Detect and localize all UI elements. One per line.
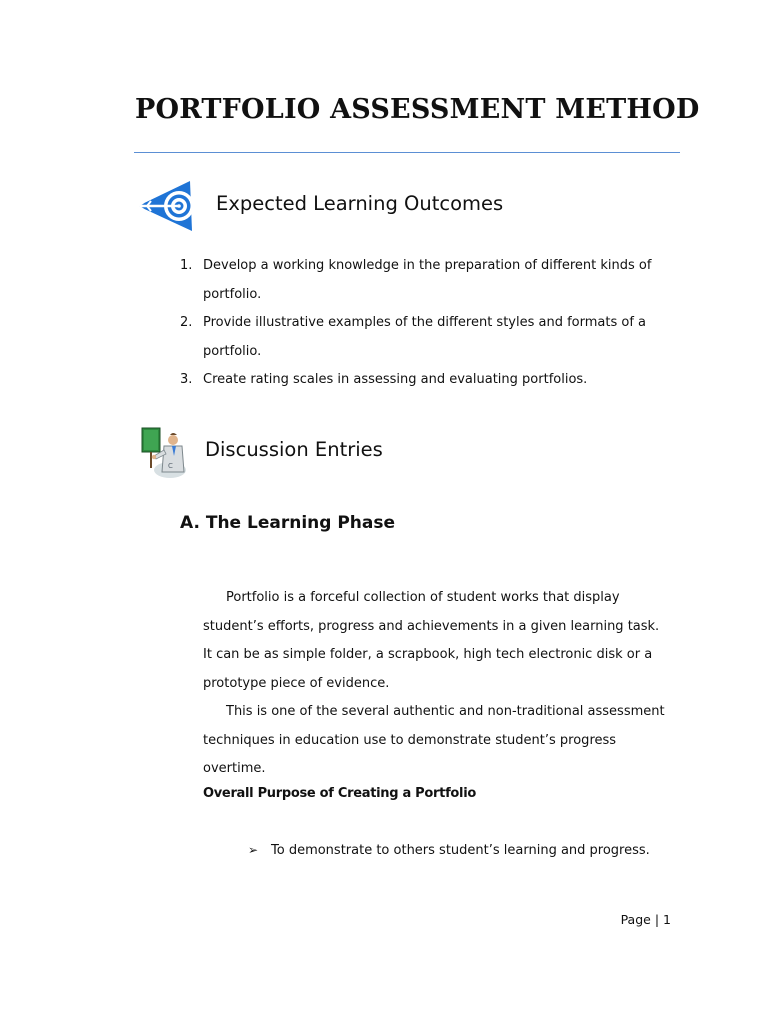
list-item-number: 3. bbox=[180, 372, 193, 387]
document-title: PORTFOLIO ASSESSMENT METHOD bbox=[135, 94, 700, 125]
paragraph: Portfolio is a forceful collection of student works that display student’s efforts, progress and achievements in a given learning task. It can be as simple folder, a scrapbook, high tech electronic disk or a prototype piece of evidence. bbox=[203, 590, 660, 691]
discussion-heading: Discussion Entries bbox=[205, 438, 383, 461]
purpose-heading: Overall Purpose of Creating a Portfolio bbox=[203, 786, 476, 801]
list-item bbox=[178, 252, 658, 309]
footer-separator: | bbox=[654, 912, 660, 927]
list-item-text: Develop a working knowledge in the preparation of different kinds of portfolio. bbox=[203, 258, 652, 302]
list-item-text: Create rating scales in assessing and evaluating portfolios. bbox=[203, 372, 588, 387]
page-label: Page bbox=[620, 912, 651, 927]
title-divider bbox=[134, 152, 680, 153]
page-number: 1 bbox=[663, 912, 671, 927]
learning-phase-heading: A. The Learning Phase bbox=[180, 513, 396, 533]
paragraph: This is one of the several authentic and non-traditional assessment techniques in education use to demonstrate student’s progress overtime. bbox=[203, 704, 665, 776]
arrow-bullet-icon: ➢ bbox=[248, 843, 259, 857]
page-footer bbox=[621, 912, 671, 927]
bullet-item bbox=[248, 843, 650, 858]
bullet-text: To demonstrate to others student’s learning and progress. bbox=[271, 843, 650, 858]
list-item-number: 2. bbox=[180, 315, 193, 330]
list-item-text: Provide illustrative examples of the different styles and formats of a portfolio. bbox=[203, 315, 647, 359]
outcomes-heading: Expected Learning Outcomes bbox=[216, 192, 504, 215]
list-item bbox=[178, 309, 658, 366]
list-item-number: 1. bbox=[180, 258, 193, 273]
target-arrow-icon bbox=[134, 178, 196, 234]
outcomes-list bbox=[178, 252, 658, 395]
svg-text:C: C bbox=[168, 462, 173, 470]
teacher-presentation-icon bbox=[140, 426, 190, 480]
list-item bbox=[178, 366, 658, 395]
